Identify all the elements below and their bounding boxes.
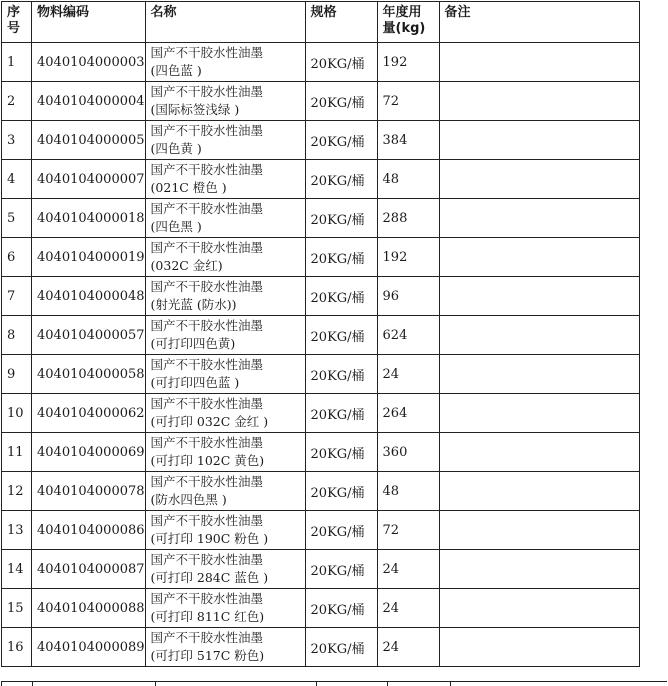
header-name: 名称: [145, 2, 305, 43]
row-name: [145, 394, 305, 433]
row-qty: 72: [377, 511, 439, 550]
table-row: [2, 628, 640, 667]
row-name: [145, 472, 305, 511]
row-code: 4040104000069: [32, 433, 146, 472]
row-qty: 288: [377, 199, 439, 238]
header-qty-line2: 量(kg): [382, 21, 426, 36]
row-spec: 20KG/桶: [305, 511, 377, 550]
row-code: 4040104000087: [32, 550, 146, 589]
row-name: [145, 589, 305, 628]
row-code: 4040104000004: [32, 82, 146, 121]
header-spec: 规格: [305, 2, 377, 43]
row-seq: 6: [2, 238, 32, 277]
row-spec: 20KG/桶: [305, 394, 377, 433]
row-note: [439, 316, 639, 355]
next-row-seq-edge: [1, 682, 33, 686]
next-row-qty-edge: [387, 682, 451, 686]
row-name: [145, 355, 305, 394]
row-name: [145, 238, 305, 277]
row-code: 4040104000018: [32, 199, 146, 238]
row-name-line1: 国产不干胶水性油墨: [150, 513, 264, 528]
header-note: 备注: [439, 2, 639, 43]
row-code: 4040104000019: [32, 238, 146, 277]
row-note: [439, 199, 639, 238]
table-row: [2, 316, 640, 355]
table-row: [2, 82, 640, 121]
row-note: [439, 43, 639, 82]
row-qty: 264: [377, 394, 439, 433]
row-name-line1: 国产不干胶水性油墨: [150, 279, 264, 294]
header-qty: [377, 2, 439, 43]
row-seq: 10: [2, 394, 32, 433]
row-name: [145, 628, 305, 667]
row-name-line1: 国产不干胶水性油墨: [150, 552, 264, 567]
table-row: [2, 160, 640, 199]
row-name-line1: 国产不干胶水性油墨: [150, 435, 264, 450]
row-seq: 9: [2, 355, 32, 394]
header-qty-line1: 年度用: [382, 5, 422, 20]
header-seq-line1: 序: [7, 5, 21, 20]
row-qty: 24: [377, 628, 439, 667]
row-seq: 16: [2, 628, 32, 667]
header-seq: [2, 2, 32, 43]
row-qty: 192: [377, 43, 439, 82]
row-note: [439, 238, 639, 277]
row-note: [439, 433, 639, 472]
row-spec: 20KG/桶: [305, 589, 377, 628]
row-seq: 12: [2, 472, 32, 511]
row-seq: 5: [2, 199, 32, 238]
row-qty: 48: [377, 472, 439, 511]
row-spec: 20KG/桶: [305, 199, 377, 238]
row-note: [439, 511, 639, 550]
row-code: 4040104000062: [32, 394, 146, 433]
row-seq: 2: [2, 82, 32, 121]
row-spec: 20KG/桶: [305, 277, 377, 316]
header-seq-line2: 号: [7, 21, 21, 36]
row-seq: 4: [2, 160, 32, 199]
row-note: [439, 82, 639, 121]
row-spec: 20KG/桶: [305, 316, 377, 355]
row-name-line2: (四色蓝 ): [150, 63, 202, 78]
row-spec: 20KG/桶: [305, 355, 377, 394]
row-spec: 20KG/桶: [305, 433, 377, 472]
table-body: [2, 43, 640, 667]
row-name-line2: (射光蓝 (防水)): [150, 297, 237, 312]
row-qty: 48: [377, 160, 439, 199]
row-name-line1: 国产不干胶水性油墨: [150, 123, 264, 138]
row-seq: 14: [2, 550, 32, 589]
row-name-line1: 国产不干胶水性油墨: [150, 45, 264, 60]
row-name-line2: (032C 金红): [150, 258, 223, 273]
row-name: [145, 316, 305, 355]
row-code: 4040104000058: [32, 355, 146, 394]
material-table: [1, 1, 640, 667]
row-note: [439, 628, 639, 667]
table-row: [2, 589, 640, 628]
row-note: [439, 550, 639, 589]
row-note: [439, 589, 639, 628]
row-qty: 24: [377, 550, 439, 589]
row-name-line2: (可打印四色黄): [150, 336, 236, 351]
row-seq: 15: [2, 589, 32, 628]
row-name-line2: (可打印 190C 粉色 ): [150, 531, 269, 546]
row-name: [145, 82, 305, 121]
table-row: [2, 355, 640, 394]
row-name: [145, 550, 305, 589]
row-name-line1: 国产不干胶水性油墨: [150, 396, 264, 411]
row-name: [145, 199, 305, 238]
row-seq: 8: [2, 316, 32, 355]
row-qty: 24: [377, 589, 439, 628]
table-row: [2, 550, 640, 589]
row-spec: 20KG/桶: [305, 472, 377, 511]
row-code: 4040104000088: [32, 589, 146, 628]
row-name-line2: (可打印 032C 金红 ): [150, 414, 269, 429]
table-row: [2, 199, 640, 238]
table-row: [2, 433, 640, 472]
row-spec: 20KG/桶: [305, 82, 377, 121]
row-name-line2: (可打印 284C 蓝色 ): [150, 570, 269, 585]
table-row: [2, 277, 640, 316]
row-code: 4040104000078: [32, 472, 146, 511]
row-code: 4040104000007: [32, 160, 146, 199]
row-name: [145, 160, 305, 199]
row-seq: 1: [2, 43, 32, 82]
row-qty: 624: [377, 316, 439, 355]
row-name: [145, 121, 305, 160]
row-name-line2: (021C 橙色 ): [150, 180, 227, 195]
row-name: [145, 43, 305, 82]
row-name-line2: (可打印 811C 红色): [150, 609, 265, 624]
row-spec: 20KG/桶: [305, 550, 377, 589]
row-code: 4040104000089: [32, 628, 146, 667]
row-name-line1: 国产不干胶水性油墨: [150, 591, 264, 606]
row-seq: 7: [2, 277, 32, 316]
table-row: [2, 394, 640, 433]
row-name-line1: 国产不干胶水性油墨: [150, 318, 264, 333]
header-code: 物料编码: [32, 2, 146, 43]
row-code: 4040104000048: [32, 277, 146, 316]
row-name-line1: 国产不干胶水性油墨: [150, 357, 264, 372]
row-name-line1: 国产不干胶水性油墨: [150, 162, 264, 177]
row-name-line1: 国产不干胶水性油墨: [150, 630, 264, 645]
row-name-line2: (可打印 517C 粉色): [150, 648, 265, 663]
table-row: [2, 121, 640, 160]
table-row: [2, 238, 640, 277]
row-spec: 20KG/桶: [305, 628, 377, 667]
row-name-line2: (四色黑 ): [150, 219, 202, 234]
header-row: [2, 2, 640, 43]
table-row: [2, 472, 640, 511]
row-qty: 384: [377, 121, 439, 160]
row-code: 4040104000057: [32, 316, 146, 355]
row-qty: 192: [377, 238, 439, 277]
row-name-line1: 国产不干胶水性油墨: [150, 240, 264, 255]
row-name-line1: 国产不干胶水性油墨: [150, 84, 264, 99]
row-note: [439, 160, 639, 199]
row-spec: 20KG/桶: [305, 121, 377, 160]
row-code: 4040104000086: [32, 511, 146, 550]
row-code: 4040104000005: [32, 121, 146, 160]
row-note: [439, 355, 639, 394]
row-note: [439, 277, 639, 316]
row-qty: 96: [377, 277, 439, 316]
row-name-line2: (四色黄 ): [150, 141, 202, 156]
row-qty: 360: [377, 433, 439, 472]
table-row: [2, 43, 640, 82]
row-spec: 20KG/桶: [305, 160, 377, 199]
row-qty: 24: [377, 355, 439, 394]
row-name-line2: (防水四色黑 ): [150, 492, 227, 507]
next-row-name-edge: [155, 682, 317, 686]
row-name-line1: 国产不干胶水性油墨: [150, 201, 264, 216]
row-name-line2: (可打印 102C 黄色): [150, 453, 265, 468]
row-note: [439, 472, 639, 511]
row-seq: 13: [2, 511, 32, 550]
row-name: [145, 511, 305, 550]
row-spec: 20KG/桶: [305, 238, 377, 277]
row-qty: 72: [377, 82, 439, 121]
row-name: [145, 433, 305, 472]
row-seq: 3: [2, 121, 32, 160]
row-note: [439, 394, 639, 433]
row-name-line1: 国产不干胶水性油墨: [150, 474, 264, 489]
row-name-line2: (可打印四色蓝 ): [150, 375, 240, 390]
row-name: [145, 277, 305, 316]
row-spec: 20KG/桶: [305, 43, 377, 82]
row-seq: 11: [2, 433, 32, 472]
row-note: [439, 121, 639, 160]
table-row: [2, 511, 640, 550]
row-name-line2: (国际标签浅绿 ): [150, 102, 240, 117]
next-page-row-edge: [1, 681, 667, 686]
row-code: 4040104000003: [32, 43, 146, 82]
